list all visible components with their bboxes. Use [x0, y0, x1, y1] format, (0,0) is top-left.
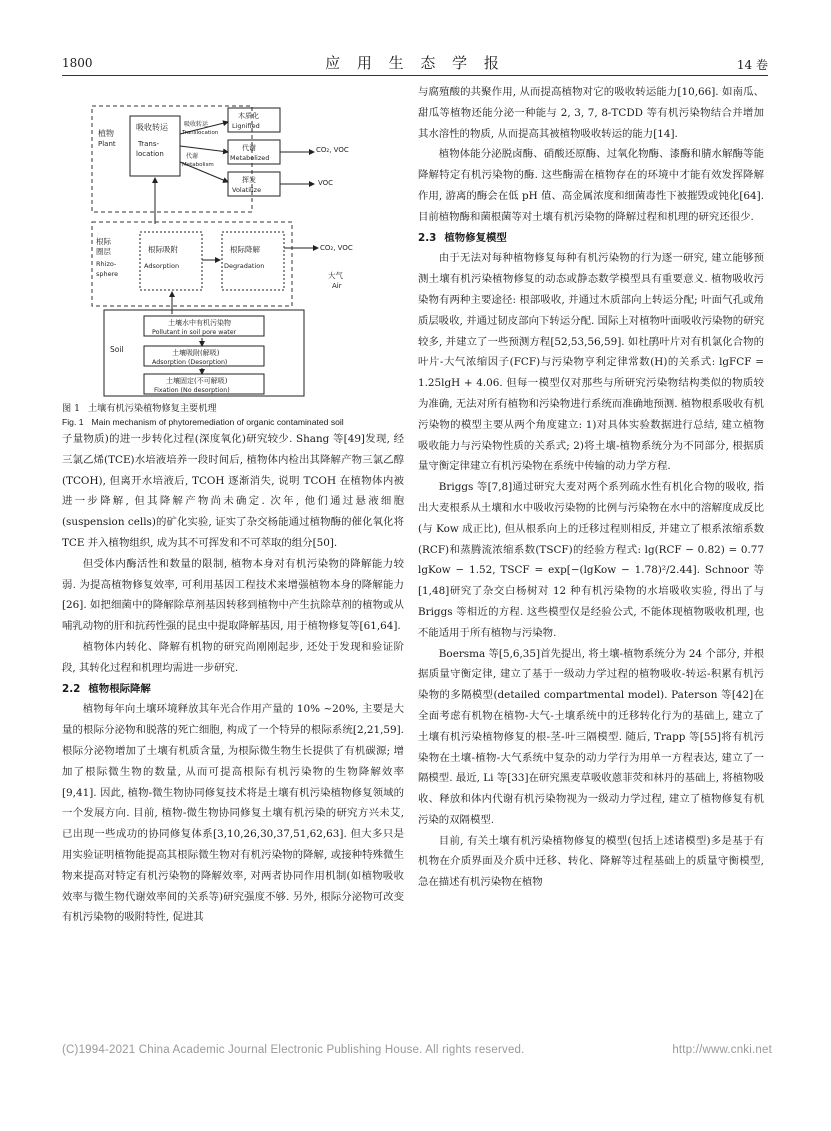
- left-paragraph-2: 但受体内酶活性和数量的限制, 植物本身对有机污染物的降解能力较弱. 为提高植物修复效率, 可利用基因工程技术来增强植物本身的降解能力[26]. 如把细菌中的降解除草剂基因转移到植物中产生抗除草剂的植物或从哺乳动物的肝和抗药性强的昆虫中提取降解基因, 用于植物修复等[61,64].: [62, 557, 404, 633]
- adsorption-cn: 根际吸附: [148, 245, 178, 254]
- figure-label-en: Fig. 1: [62, 417, 84, 427]
- section-heading-2-3: [418, 228, 764, 249]
- soil-adsorption-cn: 土壤吸附(解吸): [172, 349, 220, 357]
- lignified-cn: 木质化: [238, 112, 259, 120]
- figure-caption-text-cn: 土壤有机污染植物修复主要机理: [87, 403, 217, 414]
- rhizo-en-2: sphere: [96, 270, 119, 278]
- metabolized-cn: 代谢: [242, 144, 256, 152]
- right-paragraph-2: 植物体能分泌脱卤酶、硝酸还原酶、过氧化物酶、漆酶和腈水解酶等能降解特定有机污染物的酶. 这些酶需在植物存在的环境中才能有效发挥降解作用, 游离的酶会在低 pH 值、高金属浓度和细菌毒性下被摧毁或钝化[64]. 目前植物酶和菌根菌等对土壤有机污染物的降解过程和机理的研究还很少.: [418, 148, 764, 223]
- mechanism-diagram: [82, 82, 372, 402]
- pore-water-cn: 土壤水中有机污染物: [168, 319, 231, 327]
- left-paragraph-3: 植物体内转化、降解有机物的研究尚刚刚起步, 还处于发现和验证阶段, 其转化过程和机理均需进一步研究.: [62, 640, 404, 674]
- right-paragraph-5: Boersma 等[5,6,35]首先提出, 将土壤-植物系统分为 24 个部分, 并根据质量守衡定律, 建立了基于一级动力学过程的植物吸收-转运-积累有机污染物的多隔模型(detailed compartmental model). Paterson 等[42]在全面考虑有机物在植物-大气-土壤系统中的迁移转化行为的基础上, 建立了土壤有机污染植物修复的根-茎-叶三隔模型. 随后, Trapp 等[55]将有机污染物在土壤-植物-大气系统中复杂的动力学行为用单一方程表达, 建立了一隔模型. 最近, Li 等[33]在研究黑麦草吸收蒽菲荧和林丹的基础上, 将植物吸收、释放和体内代谢有机污染物视为一级动力学过程, 建立了植物修复有机污染的双隔模型.: [418, 647, 764, 826]
- header-rule: [62, 75, 768, 76]
- air-cn: 大气: [328, 271, 343, 280]
- translocation-en-1: Trans-: [138, 140, 160, 148]
- figure-caption-en: [62, 416, 404, 429]
- right-paragraph-4: Briggs 等[7,8]通过研究大麦对两个系列疏水性有机化合物的吸收, 指出大麦根系从土壤和水中吸收污染物的比例与污染物在水中的溶解度成反比(与 Kow 成正比), 但从根系向上的迁移过程则相反, 并建立了根系浓缩系数(RCF)和蒸腾流浓缩系数(TSCF)的经验方程式: lg(RCF − 0.82) = 0.77 lgKow − 1.52, TSCF = exp[−(lgKow − 1.78)²/2.44]. Schnoor 等[1,48]研究了杂交白杨树对 12 种有机污染物的水培吸收实验, 得出了与 Briggs 等相近的方程. 这些模型仅是经验公式, 不能体现植物吸收机理, 也不能适用于所有植物与污染物.: [418, 481, 764, 639]
- volatilize-cn: 挥发: [242, 176, 256, 184]
- section-heading-2-2: [62, 679, 404, 700]
- section-number: 2.2: [62, 682, 81, 695]
- translocation-en-2: location: [136, 150, 164, 158]
- volatilize-en: Volatilize: [232, 186, 262, 194]
- translocation-cn: 吸收转运: [136, 123, 168, 132]
- right-paragraph-6: 目前, 有关土壤有机污染植物修复的模型(包括上述诸模型)多是基于有机物在介质界面及介质中迁移、转化、降解等过程基础上的质量守衡模型, 急在描述有机污染物在植物: [418, 834, 764, 889]
- co2-voc-label-1: CO₂, VOC: [316, 146, 349, 154]
- rhizo-en-1: Rhizo-: [96, 260, 117, 268]
- rhizo-cn-1: 根际: [96, 237, 111, 246]
- rhizo-cn-2: 圈层: [96, 247, 111, 256]
- lignified-en: Lignified: [232, 122, 260, 130]
- co2-voc-label-2: CO₂, VOC: [320, 244, 353, 252]
- journal-title: 应 用 生 态 学 报: [325, 54, 505, 72]
- right-column: [418, 82, 764, 893]
- fixation-en: Fixation (No desorption): [154, 387, 230, 394]
- fixation-cn: 土壤固定(不可解吸): [166, 377, 228, 385]
- section-number: 2.3: [418, 231, 437, 244]
- section-title: 植物根际降解: [88, 682, 151, 695]
- right-paragraph-3: 由于无法对每种植物修复每种有机污染物的行为逐一研究, 建立能够预测土壤有机污染植物修复的动态或静态数学模型具有重要意义. 植物吸收污染物有两种主要途径: 根部吸收, 并通过木质部向上转运分配; 叶面气孔或角质层吸收, 并通过韧皮部向下转运分配. 国际上对植物叶面吸收污染物的研究较多, 并建立了一些预测方程[52,53,56,59]. 如杜鹃叶片对有机氯化合物的叶片-大气浓缩因子(FCF)与污染物亨利定律常数(H)的关系式: lgFCF = 1.25lgH + 4.06. 但每一模型仅对那些与所研究污染物结构类似的物质较为准确, 无法对所有植物和污染物进行系统而准确地预测. 植物根系吸收有机污染物的模型主要从两个角度建立: 1)对具体实验数据进行总结, 建立植物吸收能力与污染物性质的关系式; 2)将土壤-植物系统分为不同部分, 根据质量守衡定律建立有机污染物在系统中传输的动力学方程.: [418, 252, 764, 473]
- publisher-url[interactable]: http://www.cnki.net: [672, 1044, 772, 1056]
- soil-adsorption-en: Adsorption (Desorption): [152, 359, 228, 366]
- plant-label-en: Plant: [98, 140, 116, 148]
- voc-label: VOC: [318, 179, 334, 187]
- right-paragraph-1: 与腐殖酸的共聚作用, 从而提高植物对它的吸收转运能力[10,66]. 如南瓜、甜瓜等植物还能分泌一种能与 2, 3, 7, 8-TCDD 等有机污染物结合并增加其水溶性的物质, 从而提高其被植物吸收转运的能力[14].: [418, 86, 764, 140]
- left-paragraph-1: 子量物质)的进一步转化过程(深度氧化)研究较少. Shang 等[49]发现, 经三氯乙烯(TCE)水培液培养一段时间后, 植物体内检出其降解产物三氯乙醇(TCOH), 但离开水培液后, TCOH 逐渐消失, 说明 TCOH 在植物体内被进一步降解, 但其降解产物尚未确定. 次年, 他们通过悬液细胞(suspension cells)的矿化实验, 证实了杂交杨能通过植物酶的催化氧化将 TCE 并入植物组织, 成为其不可挥发和不可萃取的组分[50].: [62, 433, 404, 549]
- left-paragraph-4: 植物每年向土壤环境释放其年光合作用产量的 10% ~20%, 主要是大量的根际分泌物和脱落的死亡细胞, 构成了一个特异的根际系统[2,21,59]. 根际分泌物增加了土壤有机质含量, 为根际微生物生长提供了有机碳源; 增加了根际微生物的数量, 从而可提高根际有机污染物的生物降解效率[9,41]. 因此, 植物-微生物协同修复技术将是土壤有机污染植物修复领域的一个发展方向. 目前, 植物-微生物协同修复土壤有机污染的研究方兴未艾, 已出现一些成功的协同修复体系[3,10,26,30,37,51,62,63]. 但大多只是用实验证明植物能提高其根际微生物对有机污染物的降解, 或接种特殊微生物来提高对特定有机污染物的降解效率, 对两者协同作用机制(如植物吸收效率与微生物代谢效率间的关系等)研究强度不够. 另外, 根际分泌物可改变有机污染物的吸附特性, 促进其: [62, 703, 404, 924]
- metabolized-en: Metabolized: [230, 154, 270, 162]
- volume-label: 14 卷: [736, 58, 768, 72]
- pore-water-en: Pollutant in soil pore water: [152, 329, 237, 336]
- left-column: [62, 82, 404, 928]
- figure-1: [82, 82, 372, 402]
- degradation-en: Degradation: [224, 262, 265, 270]
- degradation-cn: 根际降解: [230, 245, 260, 254]
- copyright-text: (C)1994-2021 China Academic Journal Electronic Publishing House. All rights reserved.: [62, 1044, 525, 1056]
- figure-caption-text-en: Main mechanism of phytoremediation of organic contaminated soil: [91, 417, 344, 427]
- copyright-footer: [62, 1044, 772, 1056]
- soil-label: Soil: [110, 345, 124, 354]
- section-title: 植物修复模型: [444, 231, 507, 244]
- figure-caption-cn: [62, 402, 404, 416]
- adsorption-box: [140, 232, 202, 290]
- page-number: 1800: [62, 56, 93, 70]
- plant-label-cn: 植物: [98, 129, 114, 138]
- air-en: Air: [332, 282, 342, 290]
- arrow-translocation-en: Translocation: [182, 130, 219, 136]
- adsorption-en: Adsorption: [144, 262, 180, 270]
- arrow-metabolism-en: Metabolism: [182, 162, 214, 168]
- degradation-box: [222, 232, 284, 290]
- figure-label-cn: 图 1: [62, 403, 80, 414]
- arrow-translocation-cn: 吸收转运: [184, 121, 209, 128]
- page-header: [62, 50, 768, 76]
- arrow-metabolism-cn: 代谢: [186, 153, 199, 160]
